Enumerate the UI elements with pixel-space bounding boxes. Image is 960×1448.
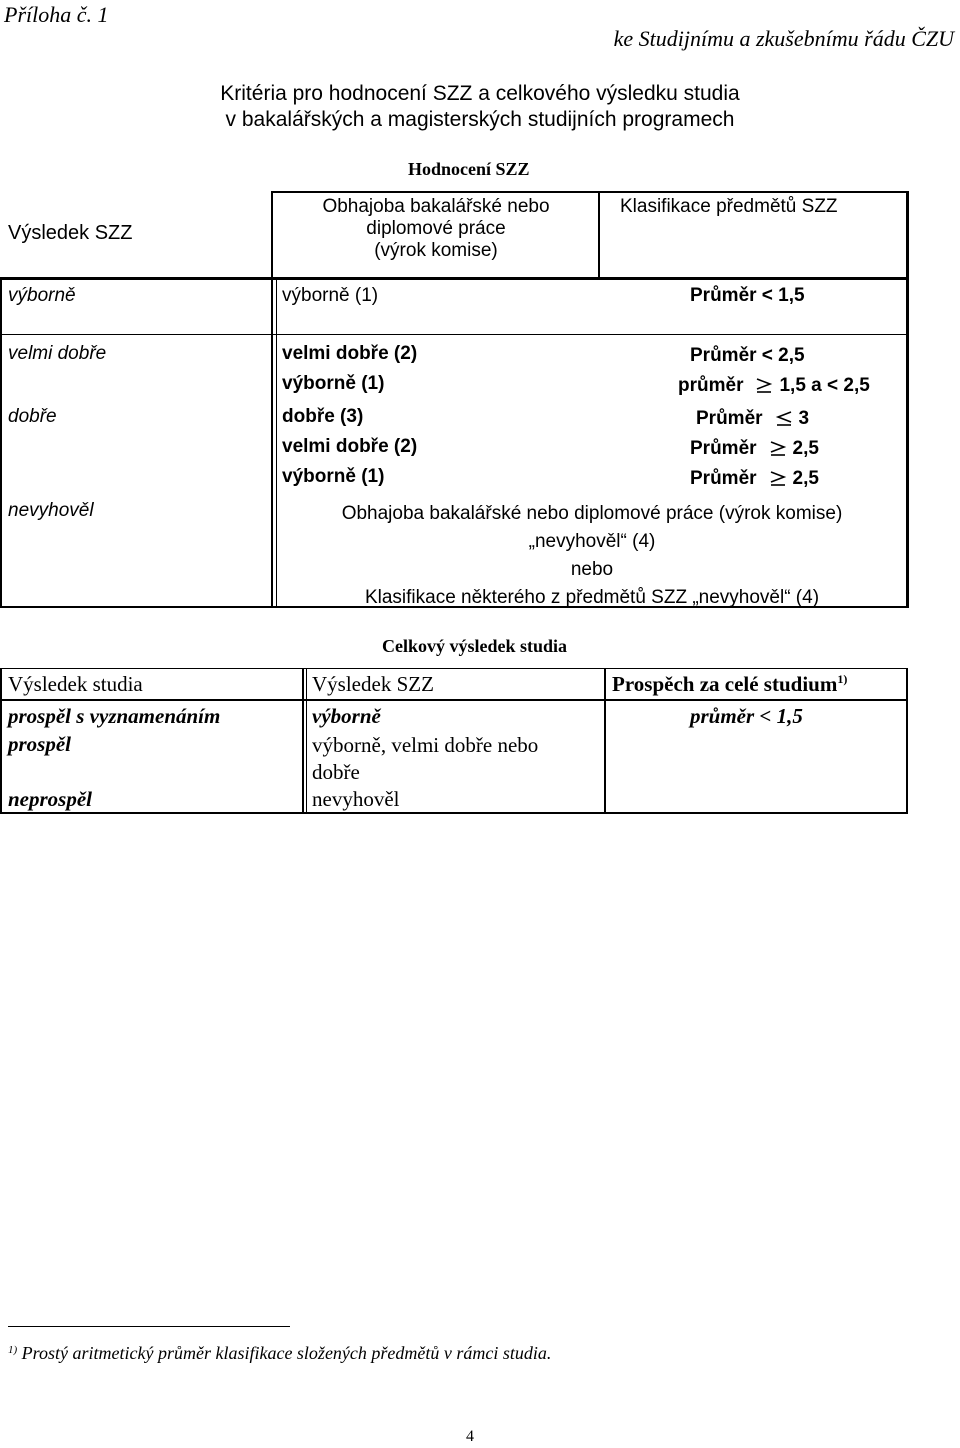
table-border [598,191,600,280]
table-border [0,812,908,814]
szz-result-value: výborně [312,704,381,728]
footnote-separator [8,1326,290,1327]
table-border [272,191,908,193]
result-with-honours: prospěl s vyznamenáním [8,704,221,728]
table-border [906,668,908,814]
classification-rule [690,438,819,460]
defense-grade: velmi dobře (2) [282,436,418,457]
szz-result-line: dobře [312,760,360,784]
defense-grade: výborně (1) [282,466,385,487]
table-border [302,668,304,814]
header-line: diplomové práce [366,218,506,239]
table-border [0,277,908,280]
table-border [0,668,908,669]
result-failed: nevyhověl [8,500,94,521]
greater-or-equal-icon [769,470,787,486]
footnote-reference: 1) [837,672,848,686]
szz-result-line: výborně, velmi dobře nebo [312,733,539,757]
annex-label: Příloha č. 1 [4,2,109,27]
classification-prefix: Průměr [696,408,763,429]
classification-rule [696,408,809,430]
header-text: Prospěch za celé studium [612,672,838,696]
classification-rule [678,375,870,397]
szz-table-caption: Hodnocení SZZ [408,159,530,179]
header-line: Obhajoba bakalářské nebo [322,196,550,217]
table-border [0,280,2,608]
column-header-study-result: Výsledek studia [8,672,143,696]
condition-line: nebo [570,559,614,580]
column-header-classification: Klasifikace předmětů SZZ [620,196,838,217]
result-good: dobře [8,406,57,427]
table-border [0,334,908,335]
classification-prefix: Průměr [690,468,757,489]
average-requirement: průměr < 1,5 [690,704,803,728]
column-header-szz-result: Výsledek SZZ [8,222,133,244]
regulation-reference: ke Studijnímu a zkušebnímu řádu ČZU [613,26,954,51]
document-title-line-1: Kritéria pro hodnocení SZZ a celkového výsledku studia [220,82,740,105]
table-border [306,668,307,814]
result-passed: prospěl [8,732,71,756]
condition-line: Klasifikace některého z předmětů SZZ „nevyhověl“ (4) [364,587,820,608]
result-excellent: výborně [8,285,76,306]
table-border [604,668,606,814]
classification-value: 1,5 a < 2,5 [779,375,870,396]
classification-rule: Průměr < 1,5 [690,285,805,306]
classification-prefix: Průměr [690,438,757,459]
classification-value: 2,5 [792,468,819,489]
table-border [271,191,273,608]
classification-rule: Průměr < 2,5 [690,345,805,366]
condition-line: „nevyhověl“ (4) [528,531,656,552]
column-header-szz-result: Výsledek SZZ [312,672,434,696]
greater-or-equal-icon [755,377,773,393]
study-table-caption: Celkový výsledek studia [382,636,568,656]
column-header-overall-average [612,672,847,697]
document-title-line-2: v bakalářských a magisterských studijních programech [225,108,735,131]
szz-result-value: nevyhověl [312,787,400,811]
footnote-text: Prostý aritmetický průměr klasifikace složených předmětů v rámci studia. [21,1343,552,1363]
classification-prefix: průměr [678,375,744,396]
classification-rule [690,468,819,490]
table-border [0,668,2,814]
classification-value: 3 [798,408,810,429]
defense-grade: velmi dobře (2) [282,343,418,364]
szz-result-value [312,732,538,786]
page-number: 4 [466,1428,474,1445]
less-or-equal-icon [775,410,793,426]
footnote-marker: 1) [8,1344,18,1356]
footnote [8,1343,551,1364]
failed-conditions [277,500,907,612]
defense-grade: výborně (1) [282,285,379,306]
table-border [0,699,908,701]
condition-line: Obhajoba bakalářské nebo diplomové práce (výrok komise) [341,503,843,524]
header-line: (výrok komise) [374,240,498,261]
classification-value: 2,5 [792,438,819,459]
defense-grade: výborně (1) [282,373,385,394]
result-very-good: velmi dobře [8,343,107,364]
result-failed-study: neprospěl [8,787,92,811]
greater-or-equal-icon [769,440,787,456]
defense-grade: dobře (3) [282,406,364,427]
column-header-defense [276,196,596,262]
